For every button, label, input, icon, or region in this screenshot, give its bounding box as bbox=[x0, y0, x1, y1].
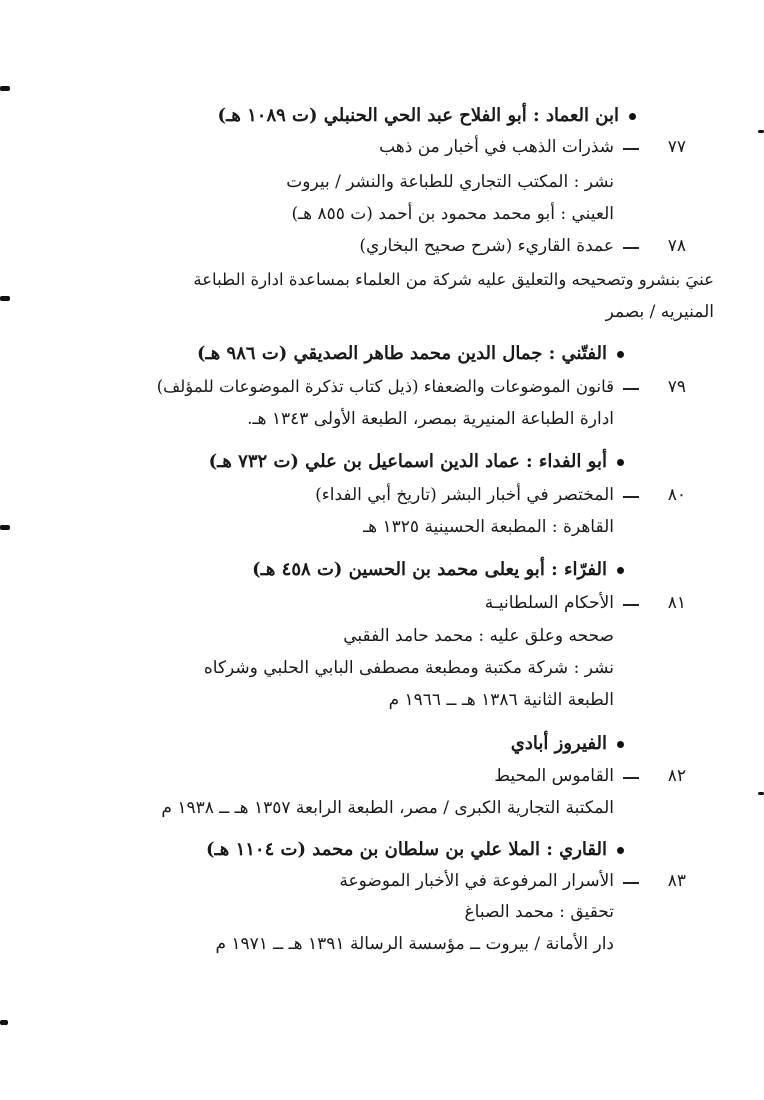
left-edge-mark bbox=[0, 86, 10, 91]
book-title: المختصر في أخبار البشر (تاريخ أبي الفداء) bbox=[315, 485, 614, 505]
author-heading: العيني : أبو محمد محمود بن أحمد (ت ٨٥٥ هـ) bbox=[291, 204, 614, 224]
left-edge-mark bbox=[0, 296, 10, 301]
book-title: قانون الموضوعات والضعفاء (ذيل كتاب تذكرة الموضوعات للمؤلف) bbox=[156, 377, 614, 396]
entry-number: ٨٢ bbox=[667, 766, 686, 786]
author-heading: الفرّاء : أبو يعلى محمد بن الحسين (ت ٤٥٨ هـ) bbox=[252, 556, 624, 584]
bullet-icon bbox=[617, 741, 624, 748]
left-edge-mark bbox=[0, 1020, 8, 1025]
book-title: عمدة القاريء (شرح صحيح البخاري) bbox=[359, 236, 614, 256]
entry-number: ٨١ bbox=[667, 593, 686, 613]
entry-number: ٨٠ bbox=[667, 485, 686, 505]
entry-number: ٧٨ bbox=[667, 236, 686, 256]
dash-mark bbox=[623, 247, 639, 249]
editor-info: تحقيق : محمد الصباغ bbox=[464, 902, 614, 922]
publication-info: ادارة الطباعة المنيرية بمصر، الطبعة الأولى ١٣٤٣ هـ. bbox=[247, 409, 614, 429]
left-edge-mark bbox=[0, 525, 10, 530]
entry-number: ٧٧ bbox=[667, 137, 686, 157]
publication-info: نشر : شركة مكتبة ومطبعة مصطفى البابي الحلبي وشركاه bbox=[203, 658, 614, 678]
book-title: شذرات الذهب في أخبار من ذهب bbox=[379, 137, 614, 157]
bullet-icon bbox=[617, 567, 624, 574]
author-heading: الفتّني : جمال الدين محمد طاهر الصديقي (ت ٩٨٦ هـ) bbox=[197, 340, 624, 368]
publication-note: عنيَ بنشرو وتصحيحه والتعليق عليه شركة من العلماء بمساعدة ادارة الطباعة bbox=[193, 270, 714, 289]
book-title: الأحكام السلطانيـة bbox=[484, 593, 614, 613]
book-title: الأسرار المرفوعة في الأخبار الموضوعة bbox=[339, 871, 614, 891]
entry-number: ٧٩ bbox=[667, 377, 686, 397]
dash-mark bbox=[623, 496, 639, 498]
right-edge-mark bbox=[758, 130, 764, 133]
dash-mark bbox=[623, 148, 639, 150]
right-edge-mark bbox=[758, 792, 764, 795]
author-heading: ابن العماد : أبو الفلاح عبد الحي الحنبلي (ت ١٠٨٩ هـ) bbox=[218, 102, 636, 130]
publication-info: القاهرة : المطبعة الحسينية ١٣٢٥ هـ bbox=[363, 517, 614, 537]
bullet-icon bbox=[629, 113, 636, 120]
publication-info: نشر : المكتب التجاري للطباعة والنشر / بيروت bbox=[286, 172, 614, 192]
entry-number: ٨٣ bbox=[667, 871, 686, 891]
publication-note: المنيريه / بصمر bbox=[605, 302, 714, 322]
author-heading: القاري : الملا علي بن سلطان بن محمد (ت ١١٠٤ هـ) bbox=[206, 836, 624, 864]
book-title: القاموس المحيط bbox=[494, 766, 614, 786]
dash-mark bbox=[623, 604, 639, 606]
dash-mark bbox=[623, 388, 639, 390]
author-heading: الفيروز أبادي bbox=[511, 730, 624, 758]
editor-info: صححه وعلق عليه : محمد حامد الفقبي bbox=[343, 626, 614, 646]
dash-mark bbox=[623, 882, 639, 884]
bullet-icon bbox=[617, 459, 624, 466]
bullet-icon bbox=[617, 351, 624, 358]
dash-mark bbox=[623, 777, 639, 779]
publication-info: المكتبة التجارية الكبرى / مصر، الطبعة الرابعة ١٣٥٧ هـ ــ ١٩٣٨ م bbox=[161, 798, 614, 818]
author-heading: أبو الفداء : عماد الدين اسماعيل بن علي (ت ٧٣٢ هـ) bbox=[209, 448, 624, 476]
publication-info: دار الأمانة / بيروت ــ مؤسسة الرسالة ١٣٩١ هـ ــ ١٩٧١ م bbox=[215, 934, 614, 954]
bullet-icon bbox=[617, 847, 624, 854]
edition-info: الطبعة الثانية ١٣٨٦ هـ ــ ١٩٦٦ م bbox=[388, 690, 614, 710]
